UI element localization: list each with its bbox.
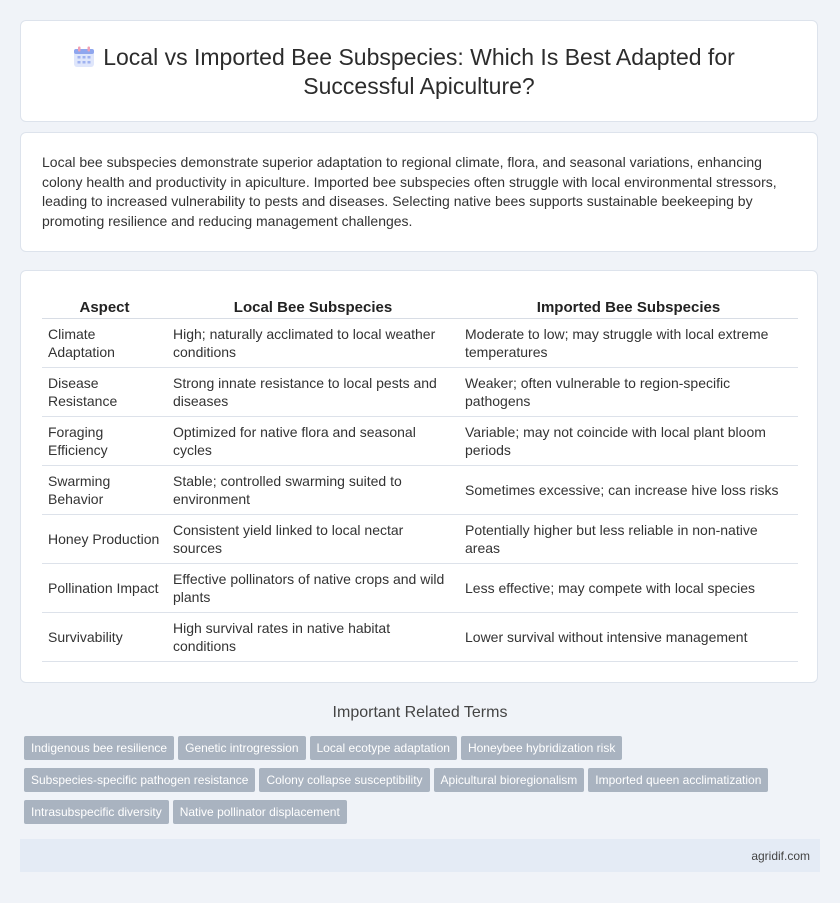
table-row [42,417,798,466]
aspect-cell: Disease Resistance [42,368,167,417]
aspect-cell: Foraging Efficiency [42,417,167,466]
local-cell: High; naturally acclimated to local weather conditions [167,319,459,368]
imported-cell: Potentially higher but less reliable in non-native areas [459,515,798,564]
table-row [42,515,798,564]
related-term-tag[interactable]: Subspecies-specific pathogen resistance [24,768,255,792]
related-term-tag[interactable]: Imported queen acclimatization [588,768,768,792]
table-row [42,319,798,368]
related-terms-list [24,736,804,832]
related-term-tag[interactable]: Native pollinator displacement [173,800,347,824]
aspect-cell: Swarming Behavior [42,466,167,515]
table-row [42,466,798,515]
column-header-imported: Imported Bee Subspecies [459,297,798,319]
imported-cell: Sometimes excessive; can increase hive loss risks [459,466,798,515]
imported-cell: Moderate to low; may struggle with local extreme temperatures [459,319,798,368]
summary-text: Local bee subspecies demonstrate superior adaptation to regional climate, flora, and seasonal variations, enhancing colony health and productivity in apiculture. Imported bee subspecies often struggle with local environmental stressors, leading to increased vulnerability to pests and diseases. Selecting native bees supports sustainable beekeeping by promoting resilience and reducing management challenges. [42,154,777,229]
local-cell: Optimized for native flora and seasonal cycles [167,417,459,466]
related-term-tag[interactable]: Honeybee hybridization risk [461,736,622,760]
aspect-cell: Pollination Impact [42,564,167,613]
related-term-tag[interactable]: Intrasubspecific diversity [24,800,169,824]
related-term-tag[interactable]: Colony collapse susceptibility [259,768,429,792]
aspect-cell: Climate Adaptation [42,319,167,368]
local-cell: Consistent yield linked to local nectar sources [167,515,459,564]
summary-card [20,132,818,252]
comparison-table-card [20,270,818,683]
local-cell: Effective pollinators of native crops and wild plants [167,564,459,613]
table-row [42,368,798,417]
footer-site-link[interactable]: agridif.com [751,849,810,863]
table-header-row [42,297,798,319]
related-term-tag[interactable]: Indigenous bee resilience [24,736,174,760]
footer [20,839,820,872]
local-cell: High survival rates in native habitat conditions [167,613,459,662]
related-term-tag[interactable]: Apicultural bioregionalism [434,768,585,792]
imported-cell: Less effective; may compete with local species [459,564,798,613]
local-cell: Stable; controlled swarming suited to environment [167,466,459,515]
related-term-tag[interactable]: Local ecotype adaptation [310,736,457,760]
table-row [42,564,798,613]
comparison-table [42,297,798,662]
table-row [42,613,798,662]
column-header-aspect: Aspect [42,297,167,319]
column-header-local: Local Bee Subspecies [167,297,459,319]
imported-cell: Weaker; often vulnerable to region-specific pathogens [459,368,798,417]
related-terms-title: Important Related Terms [332,704,508,721]
imported-cell: Lower survival without intensive management [459,613,798,662]
imported-cell: Variable; may not coincide with local plant bloom periods [459,417,798,466]
aspect-cell: Survivability [42,613,167,662]
aspect-cell: Honey Production [42,515,167,564]
local-cell: Strong innate resistance to local pests and diseases [167,368,459,417]
page-title: Local vs Imported Bee Subspecies: Which Is Best Adapted for Successful Apiculture? [103,44,735,99]
title-card [20,20,818,122]
related-term-tag[interactable]: Genetic introgression [178,736,305,760]
